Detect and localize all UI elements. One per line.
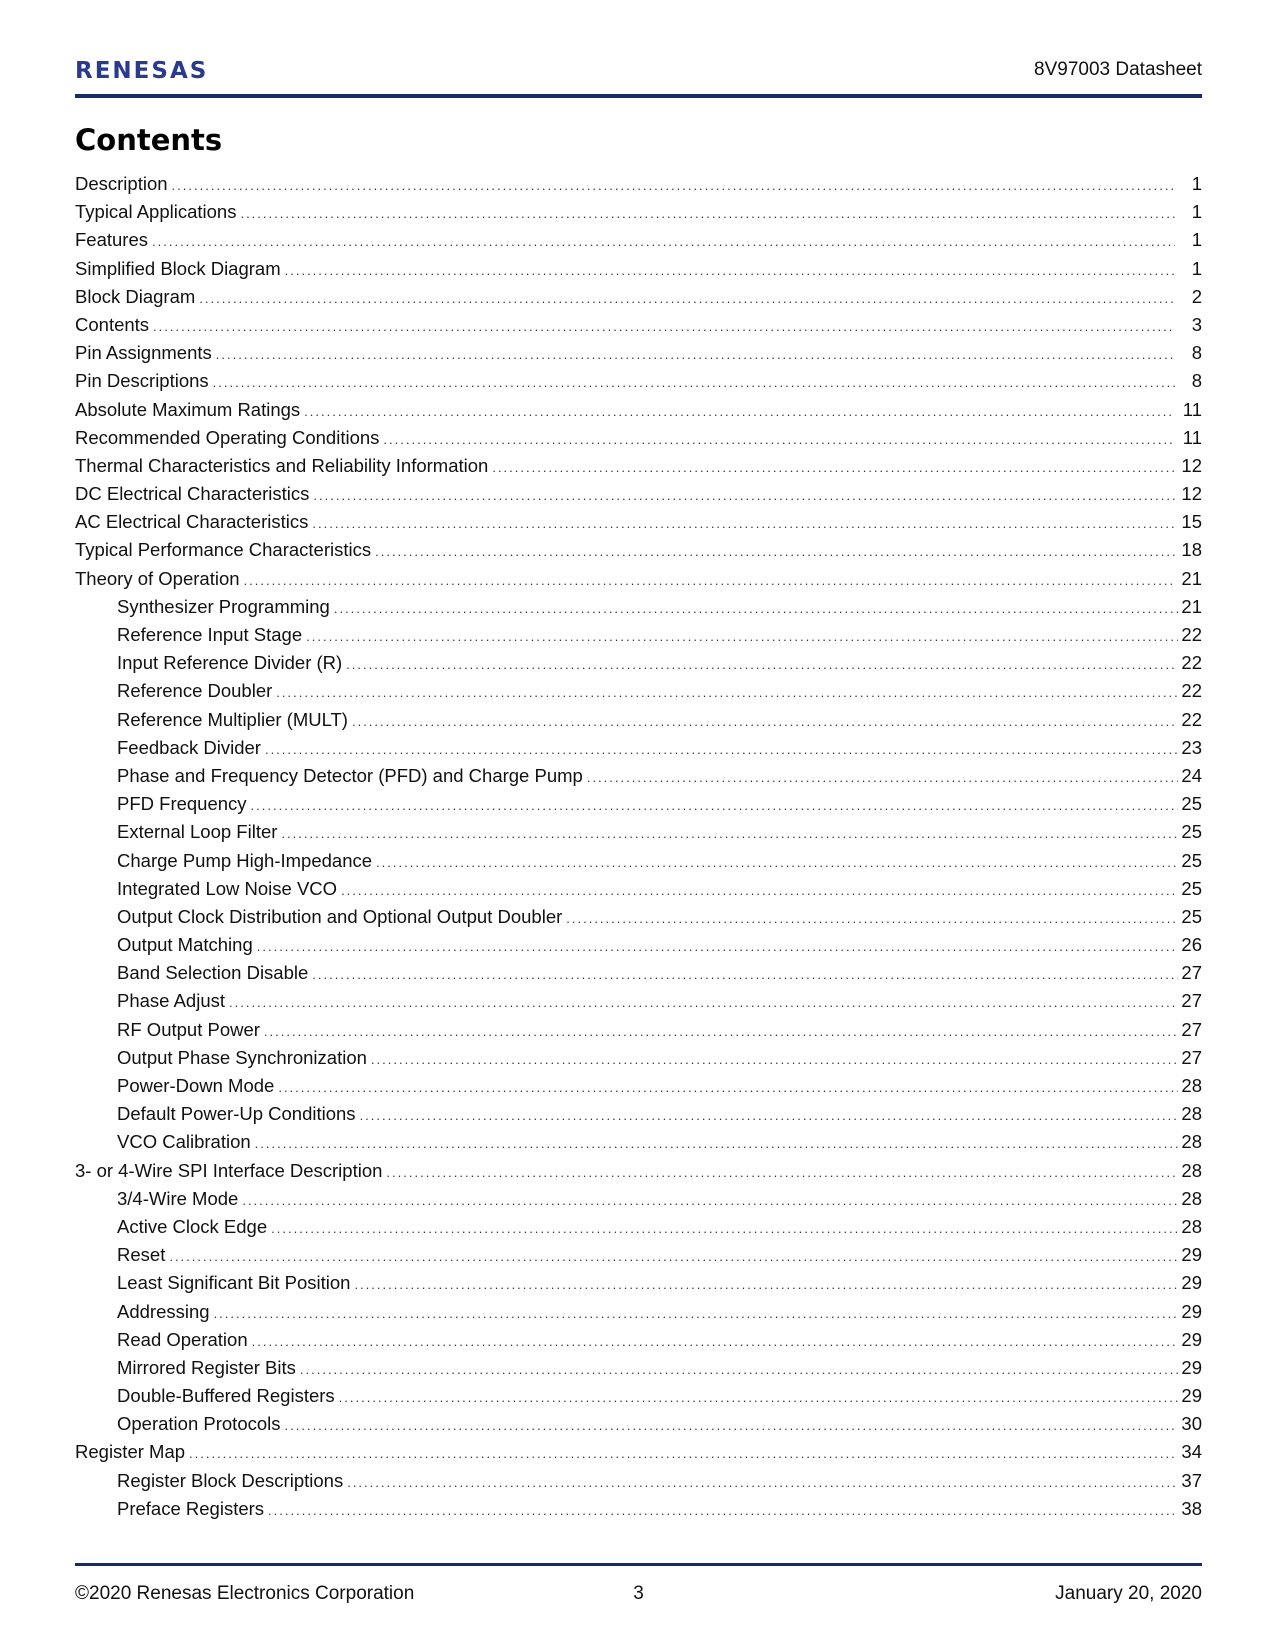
toc-entry[interactable] xyxy=(75,1157,1202,1185)
toc-entry[interactable] xyxy=(75,565,1202,593)
toc-entry[interactable] xyxy=(75,170,1202,198)
toc-entry-page: 28 xyxy=(1181,1187,1202,1209)
toc-entry-page: 15 xyxy=(1181,511,1202,533)
toc-entry-page: 2 xyxy=(1191,285,1202,307)
toc-entry-title: External Loop Filter xyxy=(117,821,278,843)
logo-text: RENESAS xyxy=(75,58,209,84)
toc-dot-leader xyxy=(153,313,1175,341)
toc-entry-page: 28 xyxy=(1181,1215,1202,1237)
page-header xyxy=(75,50,1202,96)
toc-entry[interactable] xyxy=(75,1213,1202,1241)
toc-entry-page: 28 xyxy=(1181,1075,1202,1096)
toc-dot-leader xyxy=(347,1469,1178,1497)
toc-entry-page: 28 xyxy=(1181,1131,1202,1153)
toc-entry-page: 1 xyxy=(1191,229,1202,251)
toc-entry-title: RF Output Power xyxy=(117,1018,260,1040)
header-divider xyxy=(75,94,1202,98)
toc-entry-title: Pin Descriptions xyxy=(75,370,209,392)
toc-entry-page: 37 xyxy=(1181,1469,1202,1491)
toc-entry[interactable] xyxy=(75,734,1202,762)
toc-entry-title: Typical Applications xyxy=(75,201,237,223)
toc-entry[interactable] xyxy=(75,903,1202,931)
toc-dot-leader xyxy=(492,454,1175,482)
toc-dot-leader xyxy=(312,961,1178,989)
toc-entry-title: Read Operation xyxy=(117,1328,248,1350)
toc-entry-title: Register Map xyxy=(75,1441,186,1463)
toc-entry[interactable] xyxy=(75,1269,1202,1297)
toc-dot-leader xyxy=(271,1215,1178,1243)
toc-dot-leader xyxy=(257,933,1179,961)
toc-dot-leader xyxy=(339,1384,1179,1412)
toc-entry-page: 29 xyxy=(1181,1244,1202,1266)
toc-entry[interactable] xyxy=(75,536,1202,564)
toc-entry[interactable] xyxy=(75,706,1202,734)
renesas-logo xyxy=(75,58,208,84)
toc-entry-page: 12 xyxy=(1181,483,1202,505)
toc-dot-leader xyxy=(371,1046,1179,1074)
toc-dot-leader xyxy=(386,1159,1175,1187)
toc-entry-page: 27 xyxy=(1181,1046,1202,1068)
footer-date: January 20, 2020 xyxy=(1055,1583,1202,1604)
toc-entry-page: 27 xyxy=(1181,962,1202,984)
toc-dot-leader xyxy=(229,989,1178,1017)
toc-entry-page: 3 xyxy=(1191,313,1202,335)
toc-entry[interactable] xyxy=(75,1467,1202,1495)
toc-entry-page: 30 xyxy=(1181,1413,1202,1435)
toc-entry-page: 25 xyxy=(1181,905,1202,927)
toc-entry[interactable] xyxy=(75,847,1202,875)
toc-entry[interactable] xyxy=(75,226,1202,254)
toc-entry-page: 29 xyxy=(1181,1272,1202,1294)
toc-entry-title: PFD Frequency xyxy=(117,793,247,815)
toc-dot-leader xyxy=(360,1102,1179,1130)
toc-entry-title: Contents xyxy=(75,313,150,335)
toc-entry-page: 21 xyxy=(1181,595,1202,617)
toc-entry[interactable] xyxy=(75,396,1202,424)
toc-entry[interactable] xyxy=(75,1438,1202,1466)
toc-entry-page: 11 xyxy=(1182,398,1202,420)
toc-entry-page: 24 xyxy=(1181,764,1202,786)
toc-dot-leader xyxy=(255,1130,1179,1158)
toc-entry-page: 22 xyxy=(1181,652,1202,674)
footer-copyright: ©2020 Renesas Electronics Corporation xyxy=(75,1583,415,1604)
toc-entry[interactable] xyxy=(75,649,1202,677)
toc-entry-title: Output Clock Distribution and Optional Output Doubler xyxy=(117,905,563,927)
toc-entry-page: 25 xyxy=(1181,821,1202,843)
toc-entry-page: 22 xyxy=(1181,708,1202,730)
toc-entry[interactable] xyxy=(75,255,1202,283)
page-title: Contents xyxy=(75,123,223,157)
toc-dot-leader xyxy=(306,623,1178,651)
toc-dot-leader xyxy=(375,538,1175,566)
toc-entry[interactable] xyxy=(75,1326,1202,1354)
toc-entry-title: Absolute Maximum Ratings xyxy=(75,398,301,420)
toc-entry[interactable] xyxy=(75,931,1202,959)
toc-entry[interactable] xyxy=(75,1128,1202,1156)
toc-dot-leader xyxy=(376,849,1178,877)
toc-entry-title: Preface Registers xyxy=(117,1497,265,1519)
toc-entry-page: 23 xyxy=(1181,736,1202,758)
toc-entry[interactable] xyxy=(75,875,1202,903)
toc-entry-page: 22 xyxy=(1181,680,1202,702)
toc-entry-page: 18 xyxy=(1181,539,1202,561)
toc-entry[interactable] xyxy=(75,1044,1202,1072)
toc-entry-title: Double-Buffered Registers xyxy=(117,1385,335,1407)
toc-entry[interactable] xyxy=(75,1100,1202,1128)
toc-entry-page: 22 xyxy=(1181,624,1202,645)
toc-entry[interactable] xyxy=(75,790,1202,818)
page-footer xyxy=(75,1582,1202,1608)
toc-entry-page: 29 xyxy=(1181,1356,1202,1378)
toc-entry[interactable] xyxy=(75,959,1202,987)
toc-entry-title: AC Electrical Characteristics xyxy=(75,511,309,533)
toc-entry-title: Features xyxy=(75,229,149,251)
toc-dot-leader xyxy=(354,1271,1178,1299)
toc-entry[interactable] xyxy=(75,1016,1202,1044)
toc-dot-leader xyxy=(214,1300,1179,1328)
toc-entry-title: Simplified Block Diagram xyxy=(75,257,281,279)
toc-entry-page: 8 xyxy=(1191,370,1202,392)
toc-dot-leader xyxy=(346,651,1178,679)
toc-dot-leader xyxy=(334,595,1179,623)
toc-entry-page: 27 xyxy=(1181,990,1202,1012)
toc-entry-page: 38 xyxy=(1181,1497,1202,1519)
toc-entry-title: Description xyxy=(75,173,168,194)
toc-entry[interactable] xyxy=(75,452,1202,480)
toc-entry-title: Phase Adjust xyxy=(117,990,225,1012)
toc-dot-leader xyxy=(285,1412,1179,1440)
toc-entry-title: 3/4-Wire Mode xyxy=(117,1187,239,1209)
toc-entry[interactable] xyxy=(75,1185,1202,1213)
toc-dot-leader xyxy=(276,679,1178,707)
toc-entry-page: 34 xyxy=(1181,1441,1202,1463)
toc-dot-leader xyxy=(285,257,1175,285)
footer-divider xyxy=(75,1563,1202,1566)
toc-entry-page: 1 xyxy=(1191,201,1202,223)
toc-entry-page: 21 xyxy=(1181,567,1202,589)
toc-entry-page: 29 xyxy=(1181,1328,1202,1350)
toc-entry-page: 28 xyxy=(1181,1103,1202,1125)
toc-dot-leader xyxy=(169,1243,1178,1271)
toc-entry-title: Mirrored Register Bits xyxy=(117,1356,296,1378)
toc-entry-title: Theory of Operation xyxy=(75,567,240,589)
toc-dot-leader xyxy=(304,398,1175,426)
toc-dot-leader xyxy=(312,510,1175,538)
toc-entry-title: Output Matching xyxy=(117,934,253,956)
toc-dot-leader xyxy=(300,1356,1179,1384)
toc-entry[interactable] xyxy=(75,1495,1202,1523)
toc-entry-title: Active Clock Edge xyxy=(117,1215,268,1237)
toc-entry-title: Synthesizer Programming xyxy=(117,595,330,617)
toc-entry[interactable] xyxy=(75,621,1202,649)
toc-entry[interactable] xyxy=(75,311,1202,339)
toc-entry[interactable] xyxy=(75,987,1202,1015)
toc-entry-title: 3- or 4-Wire SPI Interface Description xyxy=(75,1159,383,1181)
toc-entry[interactable] xyxy=(75,424,1202,452)
toc-entry-title: Pin Assignments xyxy=(75,342,212,364)
toc-entry-title: Thermal Characteristics and Reliability Information xyxy=(75,454,489,476)
toc-entry-page: 28 xyxy=(1181,1159,1202,1181)
toc-entry-title: Phase and Frequency Detector (PFD) and Charge Pump xyxy=(117,764,583,786)
toc-entry[interactable] xyxy=(75,1410,1202,1438)
toc-dot-leader xyxy=(264,1018,1179,1046)
toc-dot-leader xyxy=(172,172,1175,200)
toc-entry-page: 1 xyxy=(1191,173,1202,194)
toc-entry-title: Input Reference Divider (R) xyxy=(117,652,343,674)
toc-entry-title: Operation Protocols xyxy=(117,1413,281,1435)
toc-entry[interactable] xyxy=(75,818,1202,846)
toc-entry[interactable] xyxy=(75,480,1202,508)
toc-dot-leader xyxy=(566,905,1178,933)
toc-dot-leader xyxy=(240,200,1175,228)
toc-dot-leader xyxy=(251,792,1179,820)
toc-entry-title: Feedback Divider xyxy=(117,736,261,758)
toc-entry-page: 29 xyxy=(1181,1300,1202,1322)
toc-dot-leader xyxy=(278,1074,1178,1102)
toc-dot-leader xyxy=(341,877,1178,905)
toc-entry-title: Block Diagram xyxy=(75,285,196,307)
toc-entry[interactable] xyxy=(75,1298,1202,1326)
toc-entry[interactable] xyxy=(75,367,1202,395)
toc-dot-leader xyxy=(189,1440,1175,1468)
toc-entry-title: DC Electrical Characteristics xyxy=(75,483,310,505)
toc-entry-page: 29 xyxy=(1181,1385,1202,1407)
toc-dot-leader xyxy=(352,708,1178,736)
toc-entry-title: Typical Performance Characteristics xyxy=(75,539,372,561)
toc-entry-page: 25 xyxy=(1181,849,1202,871)
toc-dot-leader xyxy=(268,1497,1178,1525)
toc-dot-leader xyxy=(252,1328,1179,1356)
toc-dot-leader xyxy=(216,341,1175,369)
toc-dot-leader xyxy=(281,820,1178,848)
toc-entry-title: Reference Multiplier (MULT) xyxy=(117,708,348,730)
toc-entry-title: Charge Pump High-Impedance xyxy=(117,849,373,871)
toc-entry[interactable] xyxy=(75,339,1202,367)
toc-entry[interactable] xyxy=(75,283,1202,311)
toc-entry-title: Output Phase Synchronization xyxy=(117,1046,367,1068)
toc-dot-leader xyxy=(265,736,1178,764)
toc-entry[interactable] xyxy=(75,677,1202,705)
toc-entry[interactable] xyxy=(75,1072,1202,1100)
toc-entry[interactable] xyxy=(75,593,1202,621)
toc-entry-title: Band Selection Disable xyxy=(117,962,309,984)
toc-entry-page: 25 xyxy=(1181,793,1202,815)
toc-dot-leader xyxy=(242,1187,1178,1215)
toc-dot-leader xyxy=(213,369,1175,397)
toc-dot-leader xyxy=(244,567,1175,595)
toc-entry[interactable] xyxy=(75,1241,1202,1269)
toc-entry-title: Least Significant Bit Position xyxy=(117,1272,351,1294)
toc-dot-leader xyxy=(199,285,1175,313)
toc-entry-title: Addressing xyxy=(117,1300,210,1322)
toc-entry-page: 1 xyxy=(1191,257,1202,279)
toc-entry-page: 25 xyxy=(1181,877,1202,899)
toc-entry-title: VCO Calibration xyxy=(117,1131,251,1153)
toc-entry-title: Recommended Operating Conditions xyxy=(75,426,380,448)
toc-entry-title: Integrated Low Noise VCO xyxy=(117,877,338,899)
toc-entry-page: 27 xyxy=(1181,1018,1202,1040)
toc-dot-leader xyxy=(313,482,1175,510)
footer-page-number: 3 xyxy=(633,1583,644,1604)
toc-entry-title: Power-Down Mode xyxy=(117,1075,275,1096)
toc-entry-page: 26 xyxy=(1181,934,1202,956)
toc-entry[interactable] xyxy=(75,198,1202,226)
toc-entry-page: 11 xyxy=(1182,426,1202,448)
toc-entry-page: 8 xyxy=(1191,342,1202,364)
toc-dot-leader xyxy=(587,764,1179,792)
toc-dot-leader xyxy=(383,426,1175,454)
document-title: 8V97003 Datasheet xyxy=(1034,59,1202,80)
toc-entry-title: Default Power-Up Conditions xyxy=(117,1103,356,1125)
toc-entry[interactable] xyxy=(75,508,1202,536)
toc-entry-page: 12 xyxy=(1181,454,1202,476)
toc-entry-title: Register Block Descriptions xyxy=(117,1469,344,1491)
toc-dot-leader xyxy=(152,228,1175,256)
toc-entry-title: Reset xyxy=(117,1244,166,1266)
table-of-contents xyxy=(75,170,1202,1523)
toc-entry[interactable] xyxy=(75,1382,1202,1410)
toc-entry[interactable] xyxy=(75,1354,1202,1382)
toc-entry-title: Reference Input Stage xyxy=(117,624,303,645)
toc-entry[interactable] xyxy=(75,762,1202,790)
toc-entry-title: Reference Doubler xyxy=(117,680,273,702)
